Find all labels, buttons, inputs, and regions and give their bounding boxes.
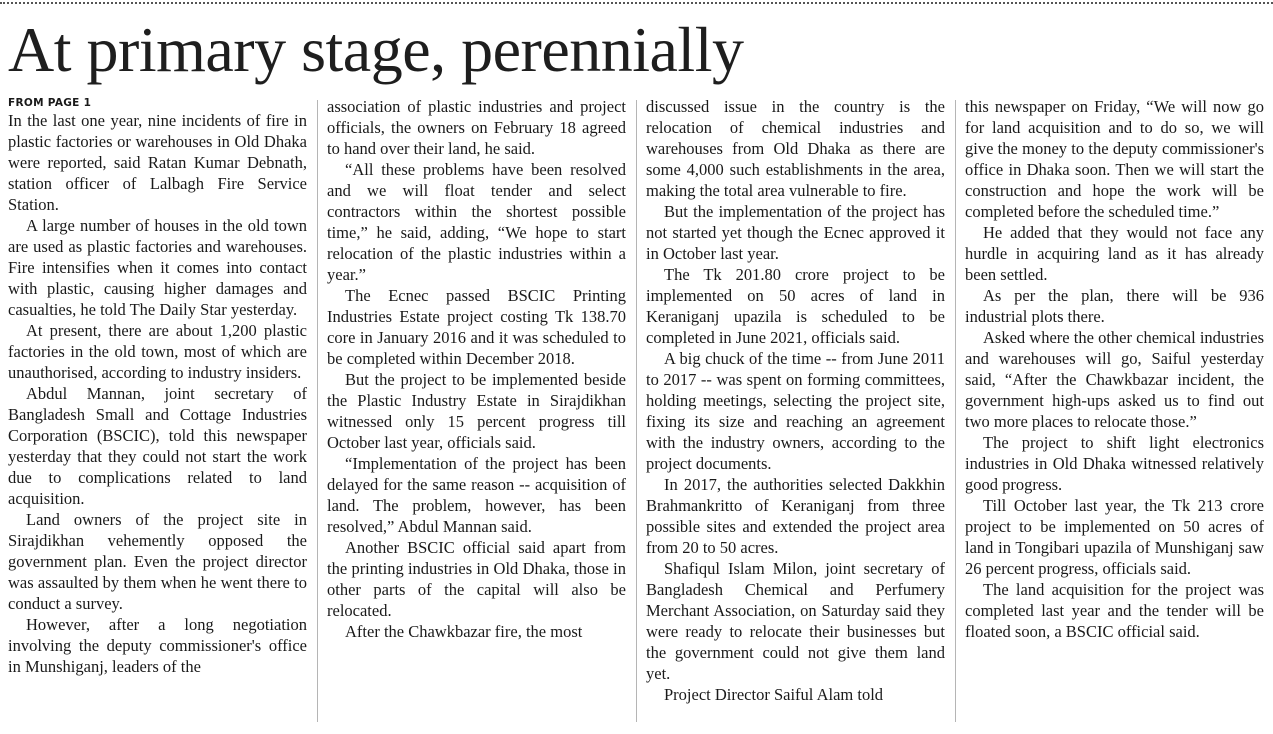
paragraph: But the project to be implemented beside the Plastic Industry Estate in Sirajdikhan witnessed only 15 percent progress till October last year, officials said.: [327, 370, 626, 452]
article-headline: At primary stage, perennially: [8, 14, 744, 85]
paragraph: He added that they would not face any hurdle in acquiring land as it has already been settled.: [965, 223, 1264, 284]
paragraph: But the implementation of the project has not started yet though the Ecnec approved it in October last year.: [646, 202, 945, 263]
paragraph: At present, there are about 1,200 plastic factories in the old town, most of which are unauthorised, according to industry insiders.: [8, 321, 307, 382]
article-body: [8, 96, 1266, 726]
paragraph: In the last one year, nine incidents of fire in plastic factories or warehouses in Old Dhaka were reported, said Ratan Kumar Debnath, station officer of Lalbagh Fire Service Station.: [8, 111, 307, 214]
paragraph: Another BSCIC official said apart from the printing industries in Old Dhaka, those in other parts of the capital will also be relocated.: [327, 538, 626, 620]
paragraph: association of plastic industries and project officials, the owners on February 18 agreed to hand over their land, he said.: [327, 97, 626, 158]
paragraph: A large number of houses in the old town are used as plastic factories and warehouses. Fire intensifies when it comes into contact with plastic, causing higher damages and casualties, he told The Daily Star yesterday.: [8, 216, 307, 319]
paragraph: “All these problems have been resolved and we will float tender and select contractors within the shortest possible time,” he said, adding, “We hope to start relocation of the plastic industries within a year.”: [327, 160, 626, 284]
article-column-4: [965, 96, 1264, 726]
paragraph: Project Director Saiful Alam told: [664, 685, 884, 704]
continuation-kicker: FROM PAGE 1: [8, 97, 92, 109]
paragraph: Shafiqul Islam Milon, joint secretary of Bangladesh Chemical and Perfumery Merchant Association, on Saturday said they were ready to relocate their businesses but the government could not give them land yet.: [646, 559, 945, 683]
paragraph: “Implementation of the project has been delayed for the same reason -- acquisition of land. The problem, however, has been resolved,” Abdul Mannan said.: [327, 454, 626, 536]
paragraph: Land owners of the project site in Sirajdikhan vehemently opposed the government plan. Even the project director was assaulted by them when he went there to conduct a survey.: [8, 510, 307, 613]
paragraph: Till October last year, the Tk 213 crore project to be implemented on 50 acres of land in Tongibari upazila of Munshiganj saw 26 percent progress, officials said.: [965, 496, 1264, 578]
paragraph: After the Chawkbazar fire, the most: [345, 622, 583, 641]
article-column-3: [646, 96, 945, 726]
paragraph: Abdul Mannan, joint secretary of Bangladesh Small and Cottage Industries Corporation (BSCIC), told this newspaper yesterday that they could not start the work due to complications related to land acquisition.: [8, 384, 307, 508]
paragraph: However, after a long negotiation involving the deputy commissioner's office in Munshiganj, leaders of the: [8, 615, 307, 676]
paragraph: The land acquisition for the project was completed last year and the tender will be floated soon, a BSCIC official said.: [965, 580, 1264, 641]
paragraph: Asked where the other chemical industries and warehouses will go, Saiful yesterday said, “After the Chawkbazar incident, the government high-ups asked us to find out two more places to relocate those.”: [965, 328, 1264, 431]
paragraph: this newspaper on Friday, “We will now go for land acquisition and to do so, we will give the money to the deputy commissioner's office in Dhaka soon. Then we will start the construction and hope the work will be completed before the scheduled time.”: [965, 97, 1264, 221]
paragraph: As per the plan, there will be 936 industrial plots there.: [965, 286, 1264, 326]
paragraph: The project to shift light electronics industries in Old Dhaka witnessed relatively good progress.: [965, 433, 1264, 494]
column-divider: [955, 100, 956, 722]
top-dotted-rule: [0, 2, 1273, 4]
column-divider: [636, 100, 637, 722]
paragraph: The Tk 201.80 crore project to be implemented on 50 acres of land in Keraniganj upazila is scheduled to be completed in June 2021, officials said.: [646, 265, 945, 347]
article-column-2: [327, 96, 626, 726]
paragraph: discussed issue in the country is the relocation of chemical industries and warehouses from Old Dhaka as there are some 4,000 such establishments in the area, making the total area vulnerable to fire.: [646, 97, 945, 200]
paragraph: A big chuck of the time -- from June 2011 to 2017 -- was spent on forming committees, holding meetings, selecting the project site, fixing its size and reaching an agreement with the industry owners, according to the project documents.: [646, 349, 945, 473]
paragraph: In 2017, the authorities selected Dakkhin Brahmankritto of Keraniganj from three possible sites and extended the project area from 20 to 50 acres.: [646, 475, 945, 557]
paragraph: The Ecnec passed BSCIC Printing Industries Estate project costing Tk 138.70 core in January 2016 and it was scheduled to be completed within December 2018.: [327, 286, 626, 368]
column-divider: [317, 100, 318, 722]
article-column-1: [8, 96, 307, 726]
